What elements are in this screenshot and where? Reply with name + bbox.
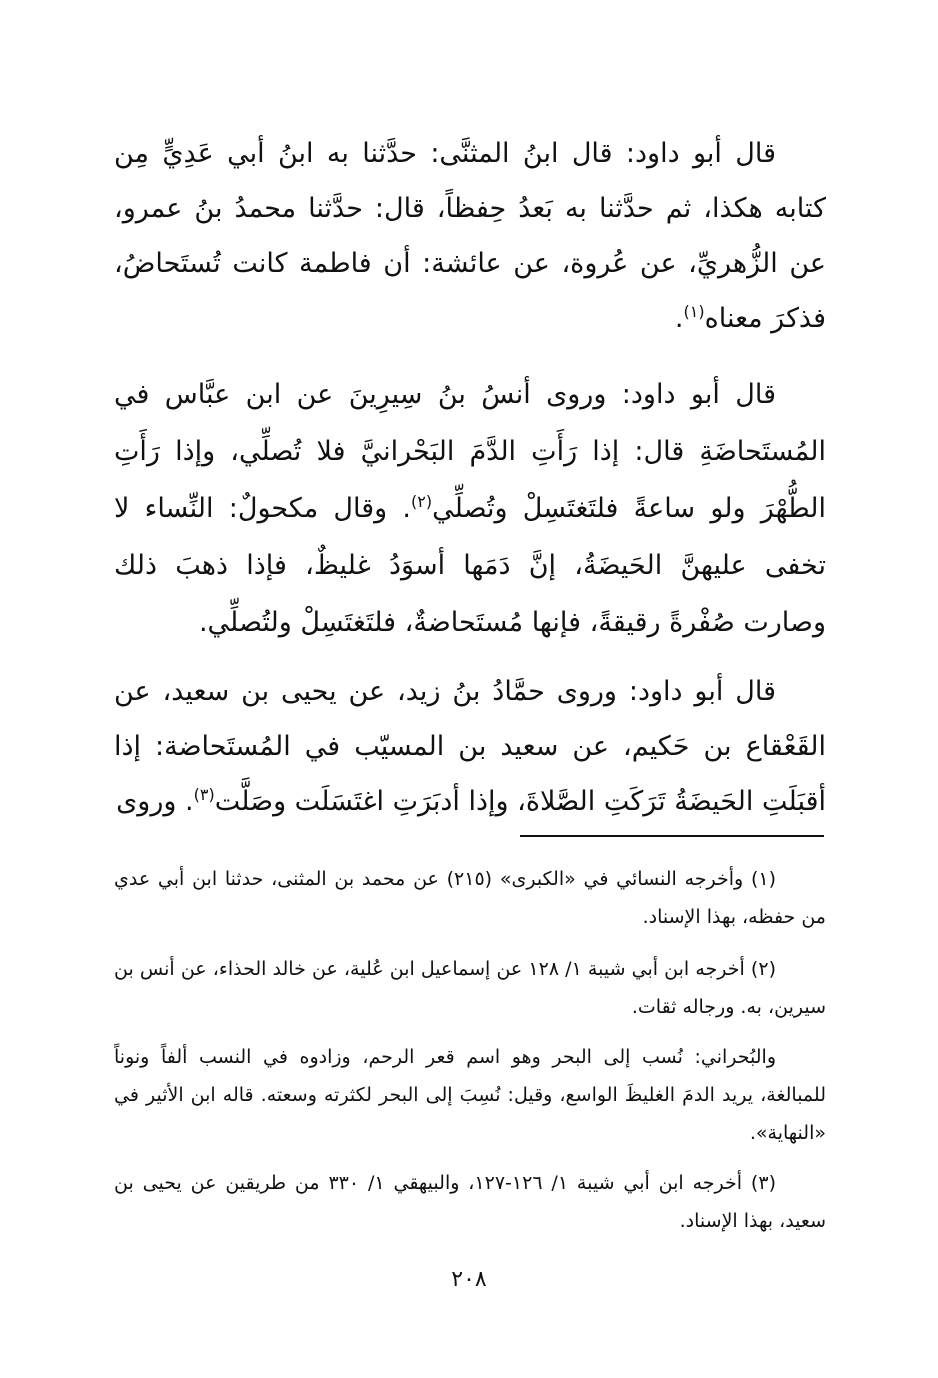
footnote-2-note: والبُحراني: نُسب إلى البحر وهو اسم قعر الرحم، وزادوه في النسب ألفاً ونوناً للمبالغة، يريد الدمَ الغليظَ الواسع، وقيل: نُسِبَ إلى البحر لكثرته وسعته. قاله ابن الأثير في «النهاية». <box>114 1046 826 1144</box>
footnote-ref-1: (١) <box>683 302 705 321</box>
page-number: ٢٠٨ <box>451 1267 487 1292</box>
paragraph-3-tail: . وروى <box>116 786 194 817</box>
paragraph-2 <box>114 366 826 651</box>
footnote-separator <box>520 835 824 837</box>
paragraph-1-text: قال أبو داود: قال ابنُ المثنَّى: حدَّثنا به ابنُ أبي عَدِيٍّ مِن كتابه هكذا، ثم حدَّثنا به بَعدُ حِفظاً، قال: حدَّثنا محمدُ بنُ عمرو، عن الزُّهريِّ، عن عُروة، عن عائشة: أن فاطمة كانت تُستَحاضُ، فذكرَ معناه <box>114 138 826 334</box>
paragraph-3 <box>114 664 826 829</box>
paragraph-1 <box>114 126 826 346</box>
footnote-ref-2: (٢) <box>411 492 433 511</box>
footnote-1: (١) وأخرجه النسائي في «الكبرى» (٢١٥) عن محمد بن المثنى، حدثنا ابن أبي عدي من حفظه، بهذا الإسناد. <box>114 868 826 928</box>
paragraph-1-tail: . <box>674 303 684 334</box>
paragraph-2-tail: . وقال مكحولٌ: النِّساء لا تخفى عليهنَّ الحَيضَةُ، إنَّ دَمَها أسوَدُ غليظٌ، فإذا ذهبَ ذلك وصارت صُفْرةً رقيقةً، فإنها مُستَحاضةٌ، فلتَغتَسِلْ ولتُصلِّي. <box>114 493 826 638</box>
footnote-2: (٢) أخرجه ابن أبي شيبة ١/ ١٢٨ عن إسماعيل ابن عُلية، عن خالد الحذاء، عن أنس بن سيرين، به. ورجاله ثقات. <box>114 958 826 1018</box>
paragraph-3-text: قال أبو داود: وروى حمَّادُ بنُ زيد، عن يحيى بن سعيد، عن القَعْقاع بن حَكيم، عن سعيد بن المسيّب في المُستَحاضة: إذا أقبَلَتِ الحَيضَةُ تَرَكَتِ الصَّلاةَ، وإذا أدبَرَتِ اغتَسَلَت وصَلَّت <box>114 676 826 817</box>
paragraph-2-text: قال أبو داود: وروى أنسُ بنُ سِيرِينَ عن ابن عبَّاس في المُستَحاضَةِ قال: إذا رَأَتِ الدَّمَ البَحْرانيَّ فلا تُصلِّي، وإذا رَأَتِ الطُّهْرَ ولو ساعةً فلتَغتَسِلْ وتُصلِّي <box>114 379 827 524</box>
footnote-3: (٣) أخرجه ابن أبي شيبة ١/ ١٢٦-١٢٧، والبيهقي ١/ ٣٣٠ من طريقين عن يحيى بن سعيد، بهذا الإسناد. <box>114 1172 826 1232</box>
footnote-ref-3: (٣) <box>193 785 215 804</box>
